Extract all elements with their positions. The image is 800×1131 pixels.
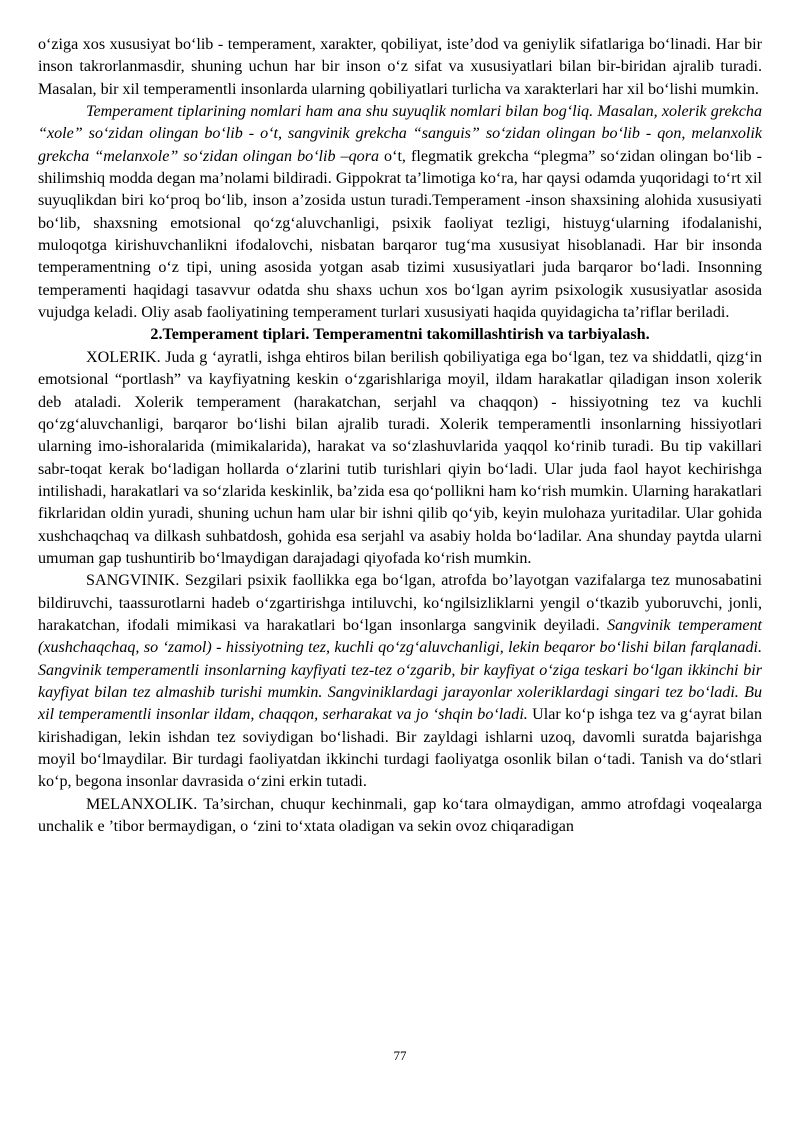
paragraph-temperament-types xyxy=(38,101,762,324)
italic-etymology-text: Temperament tiplarining nomlari ham ana shu suyuqlik nomlari bilan bog‘liq. Masalan, xolerik grekcha “xole” so‘zidan olingan bo‘lib - o‘t, sangvinik grekcha “sanguis” so‘zidan olingan bo‘lib - qon, melanxolik grekcha “melanxole” so‘zidan olingan bo‘lib –qora xyxy=(38,103,762,165)
paragraph-continuation-text: o‘t, flegmatik grekcha “plegma” so‘zidan olingan bo‘lib - shilimshiq modda degan ma’nolami bildiradi. Gippokrat ta’limotiga ko‘ra, har qaysi odamda yuqoridagi to‘rt xil suyuqlikdan biri ko‘proq bo‘lib, inson a’zosida ustun turadi.Temperament -inson shaxsining alohida xususiyati bo‘lib, shaxsning emotsional qo‘zg‘aluvchanligi, psixik faoliyat tezligi, histuyg‘ularning ifodalanishi, muloqotga kirishuvchanlikni ifodalovchi, nisbatan barqaror tug‘ma xususiyat hisoblanadi. Har bir insonda temperamentning o‘z tipi, uning asosida yotgan asab tizimi xususiyatlari juda barqaror bo‘ladi. Insonning temperamenti haqidagi tasavvur odatda shu shaxs uchun xos bo‘lgan ayrim psixologik xususiyatlar asosida vujudga keladi. Oliy asab faoliyatining temperament turlari xususiyati haqida quyidagicha ta’riflar beriladi. xyxy=(38,147,762,322)
paragraph-intro: o‘ziga xos xususiyat bo‘lib - temperament, xarakter, qobiliyat, iste’dod va geniylik sifatlariga bo‘linadi. Har bir inson takrorlanmasdir, shuning uchun har bir inson o‘z sifat va xususiyatlari bilan bir-biridan ajralib turadi. Masalan, bir xil temperamentli insonlarda ularning qobiliyatlari turlicha va xarakterlari har xil bo‘lishi mumkin. xyxy=(38,36,762,98)
sangvinik-continuation-text: Ular ko‘p ishga tez va g‘ayrat bilan kirishadigan, lekin ishdan tez soviydigan bo‘lishadi. Bir zayldagi ishlarni uzoq, davomli suratda bajarishga moyil bo‘lmaydilar. Bir turdagi faoliyatdan ikkinchi turdagi faoliyatga osonlik bilan o‘tadi. Tanish va do‘stlari ko‘p, begona insonlar davrasida o‘zini erkin tutadi. xyxy=(38,706,762,791)
sangvinik-intro-text: SANGVINIK. Sezgilari psixik faollikka ega bo‘lgan, atrofda bo’layotgan vazifalarga tez munosabatini bildiruvchi, taassurotlarni hadeb o‘zgartirishga intiluvchi, ko‘ngilsizliklarni yengil o‘tkazib yuboruvchi, jonli, harakatchan, ifodali mimikasi va harakatlari bo‘lgan insonlarga sangvinik deyiladi. xyxy=(38,572,762,634)
section-heading: 2.Temperament tiplari. Temperamentni takomillashtirish va tarbiyalash. xyxy=(150,326,650,344)
page-number: 77 xyxy=(393,1048,407,1063)
paragraph-sangvinik xyxy=(38,570,762,793)
paragraph-melanxolik: MELANXOLIK. Ta’sirchan, chuqur kechinmali, gap ko‘tara olmaydigan, ammo atrofdagi voqealarga unchalik e ’tibor bermaydigan, o ‘zini to‘xtata oladigan va sekin ovoz chiqaradigan xyxy=(38,795,762,836)
paragraph-xolerik: XOLERIK. Juda g ‘ayratli, ishga ehtiros bilan berilish qobiliyatiga ega bo‘lgan, tez va shiddatli, qizg‘in emotsional “portlash” va kayfiyatning keskin o‘zgarishlariga moyil, ildam harakatlar qiladigan inson xolerik deb ataladi. Xolerik temperament (harakatchan, serjahl va chaqqon) - hissiyotning tez va kuchli qo‘zg‘aluvchanligi, barqaror bo‘lishi bilan ajralib turadi. Xolerik temperamentli insonlarning hissiyotlari ularning imo-ishoralarida (mimikalarida), harakat va so‘zlashuvlarida yaqqol ko‘rinib turadi. Bu tip vakillari sabr-toqat kerak bo‘ladigan hollarda o‘zlarini tutib turishlari qiyin bo‘ladi. Ular juda faol hayot kechirishga intilishadi, harakatlari va so‘zlarida keskinlik, ba’zida esa qo‘pollikni ham ko‘rish mumkin. Ularning harakatlari fikrlaridan oldin yuradi, shuning uchun ham ular bir ishni qilib qo‘yib, keyin mulohaza yuritadilar. Ular gohida xushchaqchaq va dilkash suhbatdosh, gohida esa serjahl va asabiy holda bo‘ladilar. Ana shunday paytda ularni umuman gap tushuntirib bo‘lmaydigan darajadagi qiyofada ko‘rish mumkin. xyxy=(38,348,762,567)
document-page xyxy=(38,34,762,838)
sangvinik-italic-text: Sangvinik temperament (xushchaqchaq, so ‘zamol) - hissiyotning tez, kuchli qo‘zg‘aluvchanligi, lekin beqaror bo‘lishi bilan farqlanadi. Sangvinik temperamentli insonlarning kayfiyati tez-tez o‘zgarib, bir kayfiyat o‘ziga teskari bo‘lgan ikkinchi bir kayfiyat bilan tez almashib turishi mumkin. Sangviniklardagi jarayonlar xoleriklardagi singari tez bo‘ladi. Bu xil temperamentli insonlar ildam, chaqqon, serharakat va jo ‘shqin bo‘ladi. xyxy=(38,616,762,724)
